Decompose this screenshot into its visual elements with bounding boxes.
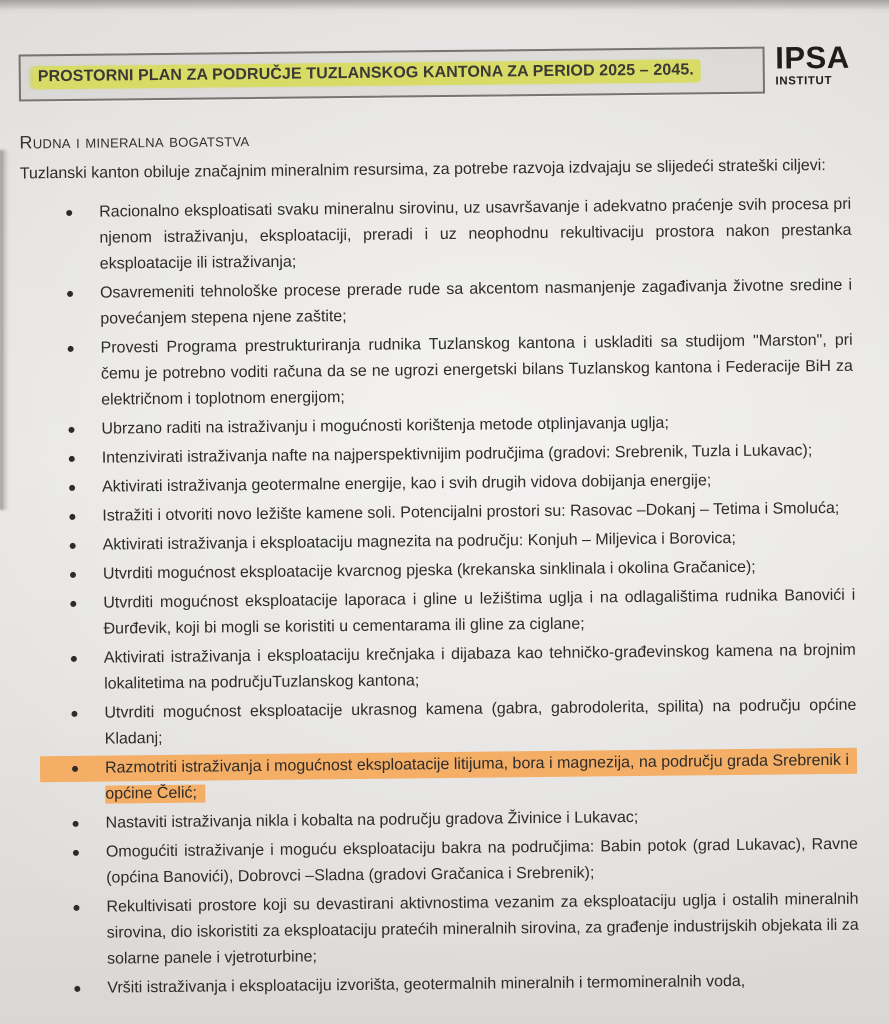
goal-text: Osavremeniti tehnološke procese prerade rude sa akcentom nasmanjenje zagađivanja životne sredine i povećanjem stepena njene zaštite; <box>99 276 853 328</box>
goal-text: Utvrditi mogućnost eksploatacije kvarcnog pjeska (krekanska sinklinala i okolina Gračanice); <box>102 558 756 583</box>
bullet-icon <box>71 711 77 717</box>
document-header <box>19 39 850 102</box>
list-item <box>25 693 856 754</box>
list-item-highlighted <box>26 748 857 809</box>
goal-text: Vršiti istraživanja i eksploataciju izvorišta, geotermalnih mineralnih i termomineralnih voda, <box>107 972 746 997</box>
bullet-icon <box>70 543 76 549</box>
list-item <box>20 192 852 279</box>
goal-text: Provesti Programa prestrukturiranja rudnika Tuzlanskog kantona i uskladiti sa studijom "Marston", pri čemu je potrebno voditi računa da se ne ugrozi energetski bilans Tuzlanskog kantona i Federacije BiH za električnom i toplotnom energijom; <box>100 331 853 409</box>
goal-text: Racionalno eksploatisati svaku mineralnu sirovinu, uz usavršavanje i adekvatno praćenje svih procesa pri njenom istraživanju, eksploataciji, preradi i uz neophodnu rekultivaciju prostora nakon prestanka eksploatacije ili istraživanja; <box>99 195 852 273</box>
bullet-icon <box>74 986 80 992</box>
bullet-icon <box>68 346 74 352</box>
intro-paragraph: Tuzlanski kanton obiluje značajnim mineralnim resursima, za potrebe razvoja izdvajaju se slijedeći strateški ciljevi: <box>19 157 826 183</box>
list-item <box>21 273 852 334</box>
goal-text: Istražiti i otvoriti novo ležište kamene soli. Potencijalni prostori su: Rasovac –Dokanj – Tetima i Smoluća; <box>102 499 840 525</box>
bullet-icon <box>70 572 76 578</box>
document-title: PROSTORNI PLAN ZA PODRUČJE TUZLANSKOG KANTONA ZA PERIOD 2025 – 2045. <box>33 59 701 89</box>
bullet-icon <box>69 514 75 520</box>
logo-name: IPSA <box>775 39 850 76</box>
goal-text: Utvrditi mogućnost eksploatacije ukrasnog kamena (gabra, gabrodolerita, spilita) na području općine Kladanj; <box>104 696 857 748</box>
goal-text-highlighted: Razmotriti istraživanja i mogućnost eksploatacije litijuma, bora i magnezija, na području grada Srebrenik i općine Čelić; <box>105 752 857 804</box>
bullet-icon <box>67 291 73 297</box>
goal-text: Ubrzano raditi na istraživanju i mogućnosti korištenja metode otplinjavanja uglja; <box>101 414 669 438</box>
ipsa-institut-logo <box>775 39 850 88</box>
bullet-icon <box>68 427 74 433</box>
strategic-goals-list <box>20 192 859 1003</box>
bullet-icon <box>71 656 77 662</box>
goal-text: Nastaviti istraživanja nikla i kobalta na području gradova Živinice i Lukavac; <box>105 809 639 832</box>
goal-text: Rekultivisati prostore koji su devastirani aktivnostima vezanim za eksploataciju uglja i ostalih mineralnih sirovina, dio iskoristiti za eksploataciju pratećih mineralnih sirovina, za građenje industrijskih objekata ili za solarne panele i vjetroturbine; <box>106 890 859 968</box>
list-item <box>28 968 859 1003</box>
logo-subtitle: INSTITUT <box>775 74 833 88</box>
goal-text: Aktivirati istraživanja i eksploataciju magnezita na području: Konjuh – Miljevica i Borovica; <box>102 529 736 554</box>
goal-text: Omogućiti istraživanje i moguću eksploataciju bakra na područjima: Babin potok (grad Lukavac), Ravne (općina Banovići), Dobrovci –Sladna (gradovi Gračanica i Srebrenik); <box>105 835 858 887</box>
list-item <box>22 328 854 415</box>
bullet-icon <box>66 210 72 216</box>
list-item <box>25 638 856 699</box>
list-item <box>24 583 855 644</box>
bullet-icon <box>73 905 79 911</box>
bullet-icon <box>73 821 79 827</box>
list-item <box>27 887 859 974</box>
goal-text: Aktivirati istraživanja geotermalne energije, kao i svih drugih vidova dobijanja energije; <box>101 472 712 496</box>
bullet-icon <box>72 766 78 772</box>
title-box <box>19 47 765 102</box>
goal-text: Intenzivirati istraživanja nafte na najperspektivnijim područjima (gradovi: Srebrenik, Tuzla i Lukavac); <box>101 442 813 467</box>
section-heading: Rudna i mineralna bogatstva <box>19 130 250 153</box>
goal-text: Utvrditi mogućnost eksploatacije laporaca i gline u ležištima uglja i na odlagalištima rudnika Banovići i Đurđevik, koji bi mogli se koristiti u cementarama ili gline za ciglane; <box>103 586 856 638</box>
bullet-icon <box>69 485 75 491</box>
goal-text: Aktivirati istraživanja i eksploataciju krečnjaka i dijabaza kao tehničko-građevinskog kamena na brojnim lokalitetima na područjuTuzlanskog kantona; <box>103 641 856 693</box>
bullet-icon <box>73 850 79 856</box>
bullet-icon <box>69 456 75 462</box>
list-item <box>27 832 858 893</box>
bullet-icon <box>70 601 76 607</box>
